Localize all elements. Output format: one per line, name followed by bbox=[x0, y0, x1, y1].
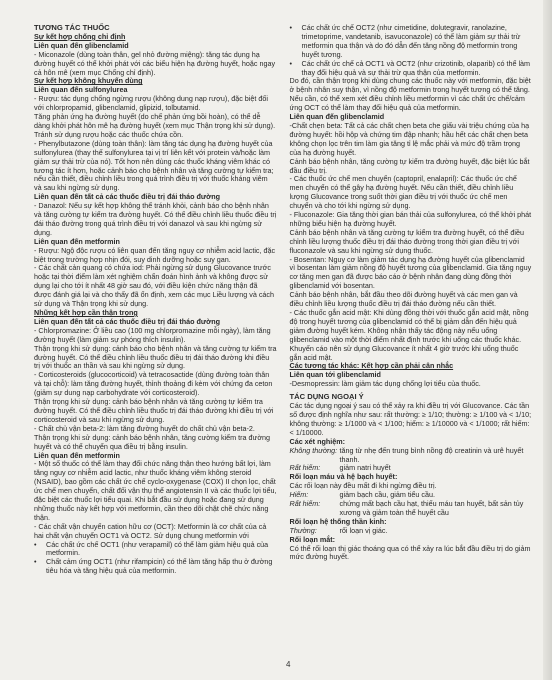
group-heading: Rối loạn máu và hệ bạch huyết: bbox=[289, 472, 398, 482]
bullet-item bbox=[290, 60, 533, 78]
bullet-item bbox=[290, 24, 533, 60]
paragraph: Có thể rối loạn thị giác thoáng qua có thể xảy ra lúc bắt đầu điều trị do giảm mức đường huyết. bbox=[289, 543, 531, 562]
paragraph: Các tác dụng ngoại ý sau có thể xảy ra khi điều trị với Glucovance. Các tần số được định nghĩa như sau: rất thường: ≥ 1/10; thường: ≥ 1/100 và < 1/10; không thường: ≥ 1/1000 và < 1/100; hiếm: ≥ 1/10000 và < 1/1000; rất hiếm: < 1/10000. bbox=[289, 401, 532, 437]
bullet-dot-icon: • bbox=[289, 58, 293, 68]
page-number: 4 bbox=[286, 660, 291, 669]
paragraph: - Các chất cản quang có chứa iod: Phải ngừng sử dụng Glucovance trước hoặc tại thời điểm làm xét nghiệm chẩn đoán hình ảnh và không được sử dụng lại cho tới ít nhất 48 giờ sau đó, với điều kiện chức năng thận đã được đánh giá lại và cho thấy đã ổn định, xem các mục Liều lượng và cách sử dụng và Thận trọng khi sử dụng. bbox=[34, 263, 274, 309]
frequency-description: tăng từ nhẹ đến trung bình nồng độ creatinin và urê huyết thanh. bbox=[339, 445, 524, 464]
group-heading: Liên quan đến glibenclamid bbox=[289, 112, 385, 122]
paragraph: -Desmopressin: làm giảm tác dụng chống lợi tiểu của thuốc. bbox=[289, 379, 481, 389]
paragraph: Thận trọng khi sử dụng: cảnh báo bệnh nhân và tăng cường tự kiểm tra đường huyết. Có thể điều chỉnh liều thuốc trị đái tháo đường khi điều trị với corticosteroid và sau khi ngừng sử dụng. bbox=[34, 397, 274, 424]
right-column bbox=[290, 24, 533, 576]
subsection-heading: Những kết hợp cần thận trọng bbox=[34, 308, 138, 317]
group-heading: Liên quan đến metformin bbox=[34, 236, 120, 246]
paragraph: Cảnh báo bệnh nhân, bắt đầu theo dõi đường huyết và các men gan và điều chỉnh liều lượng thuốc điều trị đái tháo đường nếu cần thiết. bbox=[289, 290, 518, 309]
group-heading: Liên quan đến metformin bbox=[34, 450, 120, 460]
frequency-row bbox=[290, 500, 533, 518]
group-heading: Các xét nghiệm: bbox=[289, 436, 346, 446]
paragraph: - Chất chủ vận beta-2: làm tăng đường huyết do chất chủ vận beta-2. bbox=[34, 423, 255, 433]
frequency-label: Hiếm: bbox=[289, 490, 309, 500]
left-column bbox=[34, 24, 277, 576]
paragraph: Cảnh báo bệnh nhân và tăng cường tự kiểm tra đường huyết, có thể điều chỉnh liều lượng thuốc điều trị đái tháo đường trong thời gian điều trị với fluconazole và sau khi ngừng sử dụng thuốc. bbox=[289, 227, 524, 255]
paragraph: Thận trọng khi sử dụng: cảnh báo cho bệnh nhân và tăng cường tự kiểm tra đường huyết. Có thể điều chỉnh liều thuốc điều trị đái tháo đường khi điều trị với thuốc an thần và sau khi ngừng sử dụng. bbox=[34, 343, 277, 371]
bullet-text: Các chất ức chế cả OCT1 và OCT2 (như crizotinib, olaparib) có thể làm thay đổi hiệu quả và sự thải trừ qua thận của metformin. bbox=[301, 58, 531, 77]
paragraph: Thận trọng khi sử dụng: cảnh báo bệnh nhân, tăng cường kiểm tra đường huyết và có thể chuyển qua điều trị bằng insulin. bbox=[34, 432, 271, 451]
group-heading: Liên quan tới glibenclamid bbox=[289, 370, 381, 380]
paragraph: - Danazol: Nếu sự kết hợp không thể tránh khỏi, cảnh báo cho bệnh nhân và tăng cường tự kiểm tra đường huyết. Có thể điều chỉnh liều thuốc điều trị đái tháo đường trong quá trình điều trị với danazol và sau khi ngừng sử dụng. bbox=[34, 201, 277, 237]
bullet-dot-icon: • bbox=[34, 539, 37, 549]
paragraph: - Fluconazole: Gia tăng thời gian bán thải của sulfonylurea, có thể khởi phát những biểu hiện hạ đường huyết. bbox=[289, 210, 532, 228]
paragraph: - Các chất vận chuyển cation hữu cơ (OCT): Metformin là cơ chất của cả hai chất vận chuyển OCT1 và OCT2. Sử dụng chung metformin với bbox=[34, 521, 267, 540]
frequency-description: rối loạn vị giác. bbox=[339, 525, 388, 535]
bullet-text: Chất cảm ứng OCT1 (như rifampicin) có thể làm tăng hấp thu ở đường tiêu hóa và tăng hiệu quả của metformin. bbox=[46, 557, 273, 576]
frequency-description: chứng mất bạch cầu hạt, thiếu máu tan huyết, bất sản tủy xương và giảm toàn thể huyết cầu bbox=[339, 499, 524, 517]
bullet-text: Các chất ức chế OCT1 (như verapamil) có thể làm giảm hiệu quả của metformin. bbox=[46, 539, 269, 558]
bullet-text: Các chất ức chế OCT2 (như cimetidine, dolutegravir, ranolazine, trimetoprime, vandetanib, isavuconazole) có thể làm giảm sự thải trừ metformin qua thận và do đó dẫn đến tăng nồng độ metformin trong huyết tương. bbox=[301, 23, 521, 59]
paragraph: - Corticosteroids (glucocorticoid) và tetracosactide (dùng đường toàn thân và tại chỗ): làm tăng đường huyết, thỉnh thoảng đi kèm với chứng đa ceton (giảm sự dung nạp carbohydrate với corticosteroid). bbox=[34, 370, 273, 398]
paragraph: - Một số thuốc có thể làm thay đổi chức năng thận theo hướng bất lợi, làm tăng nguy cơ nhiễm acid lactic, như thuốc kháng viêm không steroid (NSAID), bao gồm các chất ức chế cyclo-oxygenase (COX) II chọn lọc, chất ức chế men chuyển, chất đối vận thụ thể angiotensin II và các thuốc lợi tiểu, đặc biệt các thuốc lợi tiểu quai. Khi bắt đầu sử dụng hoặc đang sử dụng những thuốc này kết hợp với metformin, cần theo dõi chặt chẽ chức năng thận. bbox=[34, 459, 277, 522]
group-heading: Liên quan đến sulfonylurea bbox=[34, 85, 128, 95]
paragraph: Các rối loạn này đều mất đi khi ngừng điều trị. bbox=[289, 481, 437, 491]
page-edge-shadow bbox=[543, 0, 552, 680]
section-heading: TÁC DỤNG NGOẠI Ý bbox=[289, 392, 364, 402]
frequency-description: giảm bạch cầu, giảm tiểu cầu. bbox=[339, 490, 435, 500]
frequency-label: Rất hiếm: bbox=[289, 499, 321, 509]
paragraph: - Rượu: Ngộ độc rượu có liên quan đến tăng nguy cơ nhiễm acid lactic, đặc biệt trong trường hợp nhịn đói, suy dinh dưỡng hoặc suy gan. bbox=[34, 245, 276, 264]
paragraph: - Các thuốc ức chế men chuyển (captopril, enalapril): Các thuốc ức chế men chuyển có thể gây hạ đường huyết. Nếu cần thiết, điều chỉnh liều lượng Glucovance trong suốt thời gian điều trị với thuốc ức chế men chuyển và cho tới khi ngừng sử dụng. bbox=[289, 174, 517, 211]
paragraph: - Phenylbutazone (dùng toàn thân): làm tăng tác dụng hạ đường huyết của sulfonylurea (thay thế sulfonylurea tại vị trí liên kết với protein và/hoặc làm giảm sự thải trừ của nó). Tốt hơn nên dùng các thuốc kháng viêm khác có tương tác ít hơn, hoặc cảnh báo cho bệnh nhân và tăng cường tự kiểm tra; nếu cần thiết, điều chỉnh liều trong quá trình điều trị với thuốc kháng viêm và sau khi ngừng sử dụng. bbox=[34, 138, 274, 193]
frequency-label: Không thường: bbox=[289, 445, 338, 455]
paragraph: - Bosentan: Nguy cơ làm giảm tác dụng hạ đường huyết của glibenclamid vì bosentan làm giảm nồng độ huyết tương của glibenclamid. Gia tăng nguy cơ tăng men gan đã được báo cáo ở bệnh nhân đang dùng đồng thời glibenclamid với bosentan. bbox=[289, 254, 532, 291]
paragraph: Cảnh báo bệnh nhân, tăng cường tự kiểm tra đường huyết, đặc biệt lúc bắt đầu điều trị. bbox=[289, 156, 530, 175]
group-heading: Rối loạn mắt: bbox=[289, 534, 336, 544]
group-heading: Liên quan đến glibenclamid bbox=[34, 40, 129, 50]
paragraph: Tăng phản ứng hạ đường huyết (do chế phản ứng bồi hoàn), có thể dễ dàng khởi phát hôn mê hạ đường huyết (xem mục Thận trọng khi sử dụng). bbox=[34, 112, 276, 130]
frequency-row bbox=[290, 447, 533, 465]
bullet-item bbox=[34, 541, 277, 559]
paragraph: - Các thuốc gắn acid mật: Khi dùng đồng thời với thuốc gắn acid mật, nồng độ trong huyết tương của glibenclamid có thể bị giảm dẫn đến hiệu quả giảm đường huyết kém. Không nhận thấy tác động này nếu uống glibenclamid vào một thời điểm nhất định trước khi uống các thuốc khác. Khuyến cáo nên sử dụng Glucovance ít nhất 4 giờ trước khi uống thuốc gắn acid mật. bbox=[289, 308, 529, 362]
subsection-heading: Sự kết hợp chống chỉ định bbox=[34, 31, 126, 41]
frequency-description: giảm natri huyết bbox=[339, 463, 391, 473]
bullet-dot-icon: • bbox=[289, 23, 293, 32]
paragraph: Do đó, cần thận trọng khi dùng chung các thuốc này với metformin, đặc biệt ở bệnh nhân suy thận, vì nồng độ metformin trong huyết tương có thể tăng. Nếu cần, có thể xem xét điều chỉnh liều metformin vì các chất ức chế/cảm ứng OCT có thể làm thay đổi hiệu quả của metformin. bbox=[289, 76, 531, 113]
paragraph: - Rượu: tác dụng chống ngừng rượu (không dung nạp rượu), đặc biệt đối với chlorpropamid, glibenclamid, glipizid, tolbutamid. bbox=[34, 94, 268, 113]
paragraph: - Miconazole (dùng toàn thân, gel nhỏ đường miệng): tăng tác dụng hạ đường huyết có thể khởi phát với các biểu hiện hạ đường huyết, hoặc ngay cả hôn mê (xem mục Chống chỉ định). bbox=[34, 49, 276, 77]
group-heading: Liên quan đến tất cả các thuốc điều trị đái tháo đường bbox=[34, 192, 221, 202]
group-heading: Rối loạn hệ thống thần kinh: bbox=[289, 516, 387, 526]
section-heading: TƯƠNG TÁC THUỐC bbox=[34, 23, 110, 32]
frequency-label: Rất hiếm: bbox=[289, 463, 321, 473]
bullet-item bbox=[34, 558, 277, 576]
two-column-body bbox=[34, 24, 532, 576]
frequency-label: Thường: bbox=[289, 525, 317, 535]
paragraph: - Chlorpromazine: Ở liều cao (100 mg chlorpromazine mỗi ngày), làm tăng đường huyết (làm giảm sự phóng thích insulin). bbox=[34, 325, 271, 344]
paragraph: Tránh sử dụng rượu hoặc các thuốc chứa cồn. bbox=[34, 129, 184, 139]
subsection-heading: Các tương tác khác: Kết hợp cần phải cân nhắc bbox=[289, 361, 454, 371]
subsection-heading: Sự kết hợp không khuyến dùng bbox=[34, 76, 143, 86]
paragraph: -Chất chẹn beta: Tất cả các chất chẹn beta che giấu vài triệu chứng của hạ đường huyết: hồi hộp và chứng tim đập nhanh; hầu hết các chất chẹn beta không chọn lọc trên tim làm gia tăng tỉ lệ mắc phải và mức độ trầm trọng của hạ đường huyết. bbox=[289, 120, 530, 157]
bullet-dot-icon: • bbox=[34, 557, 37, 567]
group-heading: Liên quan đến tất cả các thuốc điều trị đái tháo đường bbox=[34, 316, 221, 326]
